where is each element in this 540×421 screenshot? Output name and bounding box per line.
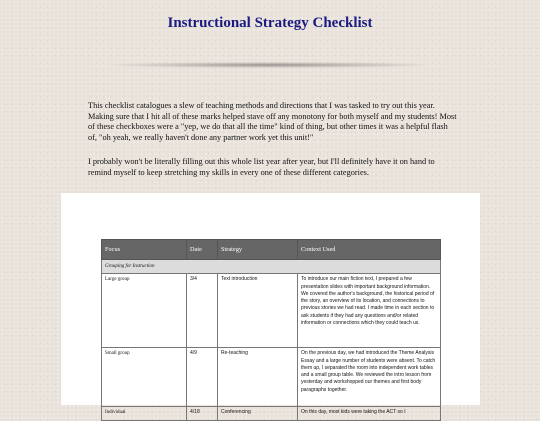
- row-strategy: Re-teaching: [218, 348, 298, 407]
- row-context: On the previous day, we had introduced the Theme Analysis Essay and a large number of students were absent. To catch them up, I separated the room into independent work tables and a small group table. We reviewed the intro lesson from yesterday and workshopped our themes and first body paragraphs together.: [298, 348, 441, 407]
- checklist-document: [61, 193, 480, 416]
- row-focus: Large group: [102, 274, 187, 348]
- table-header-row: [102, 240, 441, 260]
- header-date: Date: [187, 240, 218, 260]
- page-title: Instructional Strategy Checklist: [167, 15, 373, 31]
- row-strategy: Text introduction: [218, 274, 298, 348]
- row-focus: Individual: [102, 407, 187, 421]
- table-row: [102, 274, 441, 348]
- intro-paragraph-1: This checklist catalogues a slew of teaching methods and directions that I was tasked to try out this year. Making sure that I hit all of these marks helped stave off any monotony for both myself and my students! Most of these checkboxes were a "yep, we do that all the time" kind of thing, but other times it was a helpful flash of, "oh yeah, we really haven't done any partner work yet this unit!": [88, 101, 457, 142]
- intro-paragraph-2: I probably won't be literally filling out this whole list year after year, but I'll definitely have it on hand to remind myself to keep stretching my skills in every one of these different categories.: [88, 157, 435, 177]
- row-date: 4/9: [187, 348, 218, 407]
- header-context: Context Used: [298, 240, 441, 260]
- header-strategy: Strategy: [218, 240, 298, 260]
- header-focus: Focus: [102, 240, 187, 260]
- row-context: On this day, most kids were taking the ACT so I: [298, 407, 441, 421]
- section-row: [102, 260, 441, 274]
- table-row: [102, 348, 441, 407]
- row-date: 3/4: [187, 274, 218, 348]
- row-context: To introduce our main fiction text, I prepared a few presentation slides with important background information. We covered the author's background, the historical period of the story, an overview of its location, and connections to previous stories we had read. I made time in each section to ask students if they had any questions and/or related information or connections which they could teach us.: [298, 274, 441, 348]
- strategy-table: [101, 239, 441, 421]
- row-date: 4/18: [187, 407, 218, 421]
- title-divider: [110, 62, 430, 68]
- section-label: Grouping for Instruction: [102, 260, 441, 274]
- row-focus: Small group: [102, 348, 187, 407]
- row-strategy: Conferencing: [218, 407, 298, 421]
- table-row: [102, 407, 441, 421]
